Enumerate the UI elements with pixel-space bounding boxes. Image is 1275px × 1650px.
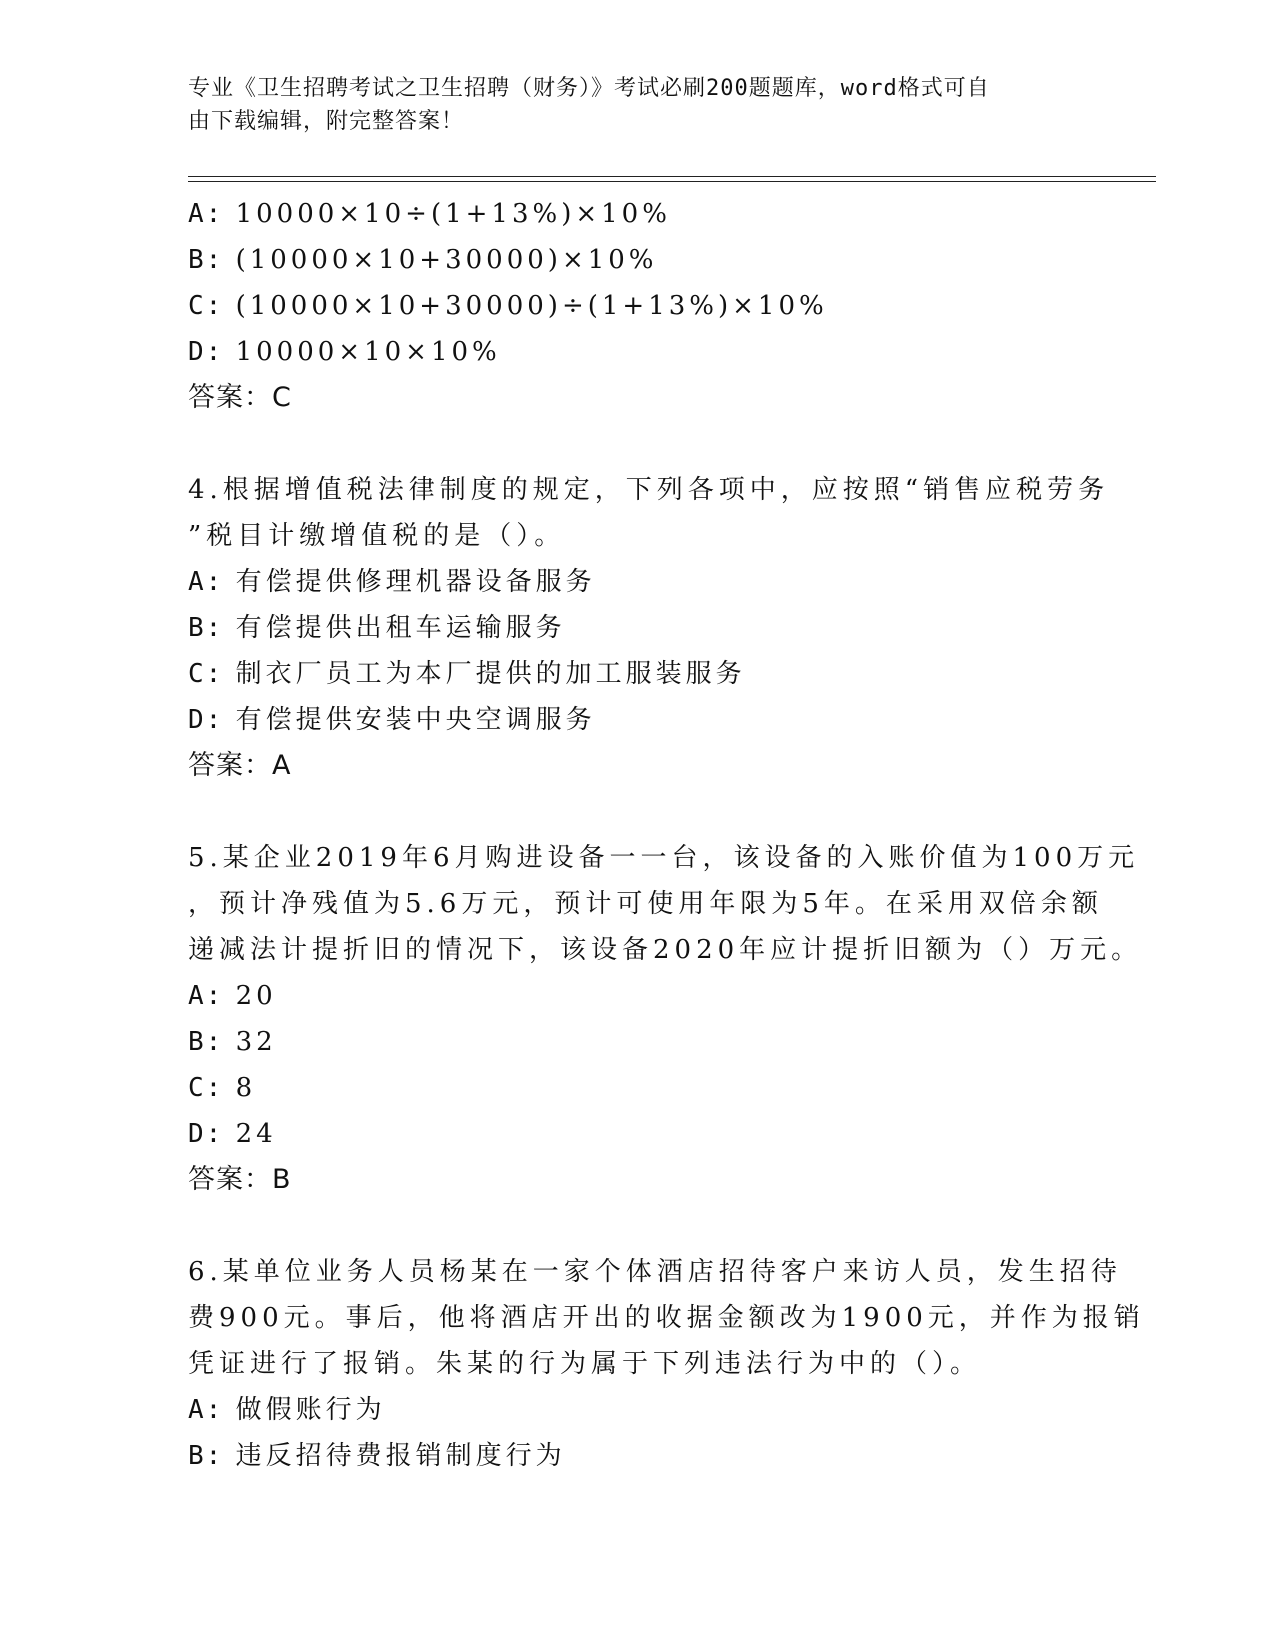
option-d <box>188 329 1088 375</box>
option-text: 24 <box>235 1119 277 1149</box>
option-c <box>188 1065 1088 1111</box>
option-letter: C: <box>188 659 224 689</box>
option-a <box>188 191 1088 237</box>
option-text: (10000×10+30000)×10% <box>235 245 658 275</box>
option-c <box>188 283 1088 329</box>
question-5 <box>188 835 1143 973</box>
question-text-line: 费900元。事后，他将酒店开出的收据金额改为1900元，并作为报销 <box>188 1303 1145 1333</box>
option-text: 10000×10×10% <box>235 337 501 367</box>
option-text: 有偿提供安装中央空调服务 <box>235 705 596 735</box>
option-text: 10000×10÷(1+13%)×10% <box>235 199 671 229</box>
option-b <box>188 1019 1088 1065</box>
spacer <box>188 1203 1088 1249</box>
option-a <box>188 559 1088 605</box>
header-divider-bottom <box>188 181 1156 182</box>
header-line-2: 由下载编辑，附完整答案！ <box>188 109 465 134</box>
option-letter: B: <box>188 1027 224 1057</box>
question-4-options <box>188 559 1088 789</box>
answer-line: 答案：B <box>188 1164 292 1195</box>
option-letter: D: <box>188 337 224 367</box>
option-text: 制衣厂员工为本厂提供的加工服装服务 <box>235 659 746 689</box>
question-3 <box>188 191 1088 421</box>
header-line-1: 专业《卫生招聘考试之卫生招聘（财务）》考试必刷200题题库，word格式可自 <box>188 76 990 101</box>
option-c <box>188 651 1088 697</box>
option-text: 20 <box>235 981 277 1011</box>
question-text-line: ，预计净残值为5.6万元，预计可使用年限为5年。在采用双倍余额 <box>188 889 1103 919</box>
question-text-line: ”税目计缴增值税的是（）。 <box>188 521 566 551</box>
option-b <box>188 605 1088 651</box>
option-d <box>188 1111 1088 1157</box>
question-text-line: 5.某企业2019年6月购进设备一一台，该设备的入账价值为100万元 <box>188 843 1140 873</box>
question-text-line: 6.某单位业务人员杨某在一家个体酒店招待客户来访人员，发生招待 <box>188 1257 1122 1287</box>
option-letter: B: <box>188 245 224 275</box>
spacer <box>188 421 1088 467</box>
option-text: 违反招待费报销制度行为 <box>235 1441 566 1471</box>
question-6 <box>188 1249 1145 1387</box>
document-body <box>188 191 1145 1479</box>
option-letter: A: <box>188 567 224 597</box>
option-letter: C: <box>188 291 224 321</box>
answer-line: 答案：C <box>188 382 292 413</box>
question-4 <box>188 467 1110 559</box>
option-text: 做假账行为 <box>235 1395 386 1425</box>
answer-line: 答案：A <box>188 750 292 781</box>
option-letter: B: <box>188 613 224 643</box>
header-divider-top <box>188 176 1156 177</box>
option-letter: D: <box>188 705 224 735</box>
option-text: (10000×10+30000)÷(1+13%)×10% <box>235 291 828 321</box>
question-text-line: 递减法计提折旧的情况下，该设备2020年应计提折旧额为（）万元。 <box>188 935 1143 965</box>
option-letter: B: <box>188 1441 224 1471</box>
option-a <box>188 1387 1088 1433</box>
option-letter: A: <box>188 199 224 229</box>
option-letter: A: <box>188 981 224 1011</box>
question-text-line: 4.根据增值税法律制度的规定，下列各项中，应按照“销售应税劳务 <box>188 475 1110 505</box>
question-5-options <box>188 973 1088 1203</box>
option-text: 32 <box>235 1027 277 1057</box>
option-text: 有偿提供出租车运输服务 <box>235 613 566 643</box>
option-b <box>188 237 1088 283</box>
option-d <box>188 697 1088 743</box>
option-b <box>188 1433 1088 1479</box>
option-letter: A: <box>188 1395 224 1425</box>
spacer <box>188 789 1088 835</box>
option-text: 8 <box>235 1073 257 1103</box>
option-letter: C: <box>188 1073 224 1103</box>
question-6-options <box>188 1387 1088 1479</box>
question-text-line: 凭证进行了报销。朱某的行为属于下列违法行为中的（）。 <box>188 1349 982 1379</box>
option-a <box>188 973 1088 1019</box>
document-header <box>188 72 1088 138</box>
option-text: 有偿提供修理机器设备服务 <box>235 567 596 597</box>
option-letter: D: <box>188 1119 224 1149</box>
